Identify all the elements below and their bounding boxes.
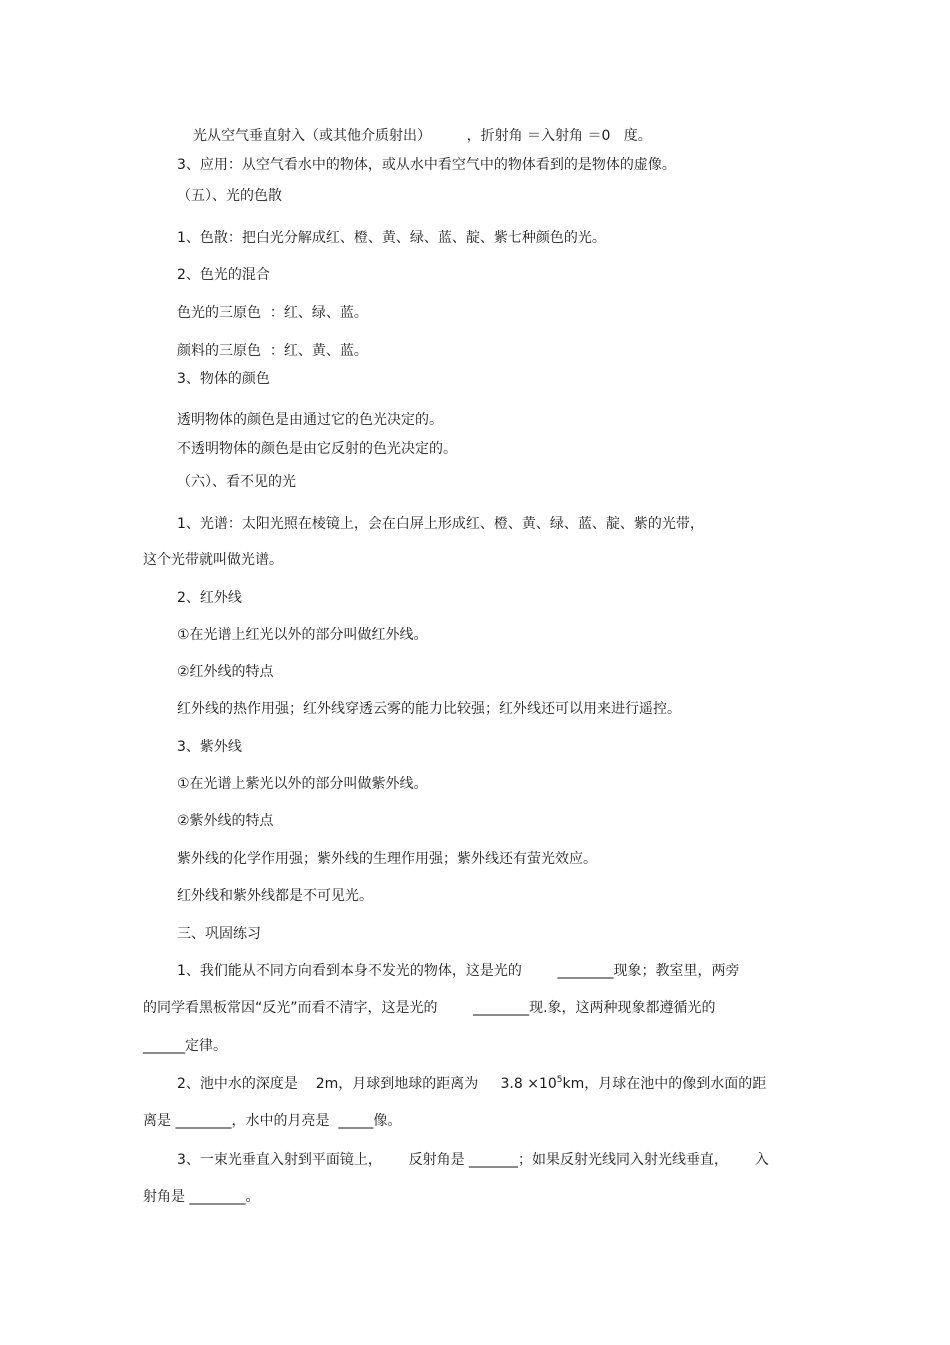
text-line: 紫外线的化学作用强；紫外线的生理作用强；紫外线还有萤光效应。	[177, 851, 597, 867]
text-line: ①在光谱上红光以外的部分叫做红外线。	[177, 627, 428, 643]
exercise-line: ______定律。	[143, 1038, 227, 1054]
text-line: 透明物体的颜色是由通过它的色光决定的。	[177, 412, 443, 428]
exercise-line: 3、一束光垂直入射到平面镜上， 反射角是 _______；如果反射光线同入射光线垂直， 入	[177, 1152, 769, 1168]
text-line: 红外线的热作用强；红外线穿透云雾的能力比较强；红外线还可以用来进行遥控。	[177, 701, 681, 717]
text-line: 不透明物体的颜色是由它反射的色光决定的。	[177, 441, 457, 457]
text-line: ①在光谱上紫光以外的部分叫做紫外线。	[177, 776, 428, 792]
exercise-line	[177, 1075, 766, 1093]
exercise-text: 2、池中水的深度是 2m，月球到地球的距离为 3.8 ×10	[177, 1076, 557, 1092]
text-line: ②紫外线的特点	[177, 813, 274, 829]
text-line: ②红外线的特点	[177, 664, 274, 680]
text-line: 这个光带就叫做光谱。	[143, 552, 283, 568]
text-line: 色光的三原色 ：红、绿、蓝。	[177, 305, 368, 321]
text-line: 1、光谱：太阳光照在棱镜上，会在白屏上形成红、橙、黄、绿、蓝、靛、紫的光带，	[177, 516, 704, 532]
exercise-text: km，月球在池中的像到水面的距	[562, 1076, 767, 1092]
text-line: 3、紫外线	[177, 739, 242, 755]
text-line: 光从空气垂直射入（或其他介质射出） ，折射角 ＝入射角 ＝0 度。	[193, 128, 652, 144]
text-line: 2、色光的混合	[177, 267, 270, 283]
text-line: 1、色散：把白光分解成红、橙、黄、绿、蓝、靛、紫七种颜色的光。	[177, 230, 606, 246]
section-heading: （六）、看不见的光	[177, 474, 296, 490]
exponent: 5	[556, 1075, 563, 1085]
text-line: 3、应用：从空气看水中的物体，或从水中看空气中的物体看到的是物体的虚像。	[177, 157, 676, 173]
exercise-line: 的同学看黑板常因“反光”而看不清字，这是光的 ________现.象，这两种现象都遵循光的	[143, 1000, 716, 1016]
section-heading: 三、巩固练习	[177, 926, 261, 942]
text-line: 颜料的三原色 ：红、黄、蓝。	[177, 343, 368, 359]
exercise-line: 射角是 ________。	[143, 1189, 260, 1205]
exercise-line: 1、我们能从不同方向看到本身不发光的物体，这是光的 ________现象；教室里，两旁	[177, 963, 740, 979]
exercise-line: 离是 ________，水中的月亮是 _____像。	[143, 1113, 402, 1129]
section-heading: （五）、光的色散	[177, 188, 282, 204]
text-line: 红外线和紫外线都是不可见光。	[177, 888, 373, 904]
text-line: 2、红外线	[177, 590, 242, 606]
text-line: 3、物体的颜色	[177, 371, 270, 387]
